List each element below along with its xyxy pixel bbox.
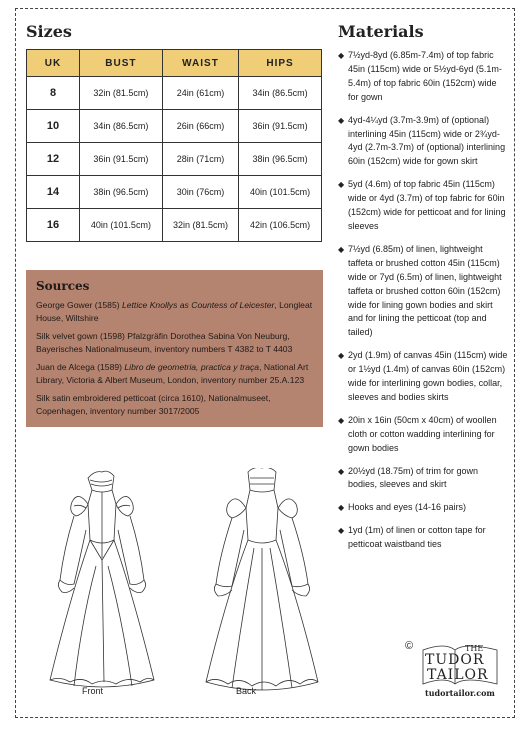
- cell-uk: 10: [27, 110, 80, 143]
- cell-hips: 38in (96.5cm): [239, 143, 322, 176]
- bullet-icon: ◆: [338, 351, 345, 361]
- gown-drawing: [30, 468, 326, 698]
- materials-list: [338, 49, 508, 552]
- materials-title: Materials: [338, 22, 424, 41]
- cell-hips: 36in (91.5cm): [239, 110, 322, 143]
- list-item: ◆ 20½yd (18.75m) of trim for gown bodies, sleeves and skirt: [338, 465, 479, 490]
- cell-hips: 42in (106.5cm): [239, 209, 322, 242]
- bullet-icon: ◆: [338, 466, 345, 476]
- gown-illustration: [30, 468, 326, 698]
- header-bust: BUST: [80, 50, 163, 77]
- logo-tailor: TAILOR: [427, 667, 489, 683]
- cell-uk: 8: [27, 77, 80, 110]
- cell-uk: 14: [27, 176, 80, 209]
- cell-waist: 28in (71cm): [162, 143, 238, 176]
- bullet-icon: ◆: [338, 115, 345, 125]
- front-caption: Front: [82, 686, 104, 696]
- back-caption: Back: [236, 686, 257, 696]
- cell-hips: 34in (86.5cm): [239, 77, 322, 110]
- list-item: ◆ 5yd (4.6m) of top fabric 45in (115cm) wide or 4yd (3.7m) of top fabric for 60in (152cm) wide for petticoat and for lining sleeves: [338, 179, 506, 231]
- cell-bust: 32in (81.5cm): [80, 77, 163, 110]
- table-row: [27, 209, 322, 242]
- cell-uk: 16: [27, 209, 80, 242]
- cell-hips: 40in (101.5cm): [239, 176, 322, 209]
- source-item: Juan de Alcega (1589) Libro de geometria, practica y traça, National Art Library, Victoria & Albert Museum, London, inventory number 25.A.123: [36, 362, 309, 385]
- header-waist: WAIST: [162, 50, 238, 77]
- table-row: [27, 176, 322, 209]
- gown-back-drawing: [206, 468, 318, 690]
- cell-bust: 36in (91.5cm): [80, 143, 163, 176]
- sources-box: [26, 270, 323, 427]
- cell-bust: 40in (101.5cm): [80, 209, 163, 242]
- sources-title: Sources: [36, 279, 90, 293]
- sizes-title: Sizes: [26, 22, 72, 41]
- table-row: [27, 77, 322, 110]
- list-item: ◆ 1yd (1m) of linen or cotton tape for petticoat waistband ties: [338, 525, 486, 550]
- cell-waist: 26in (66cm): [162, 110, 238, 143]
- list-item: ◆ 4yd-4¼yd (3.7m-3.9m) of (optional) interlining 45in (115cm) wide or 2¾yd-4yd (2.7m-3.7m) of (optional) interlining 60in (152cm) wide for gown skirt: [338, 114, 506, 167]
- tudor-tailor-logo: [405, 632, 505, 698]
- table-row: [27, 143, 322, 176]
- list-item: ◆ Hooks and eyes (14-16 pairs): [338, 501, 508, 515]
- gown-front-drawing: [50, 471, 154, 687]
- logo-tudor: TUDOR: [425, 652, 485, 668]
- bullet-icon: ◆: [338, 51, 345, 60]
- cell-waist: 24in (61cm): [162, 77, 238, 110]
- cell-waist: 30in (76cm): [162, 176, 238, 209]
- cell-bust: 34in (86.5cm): [80, 110, 163, 143]
- bullet-icon: ◆: [338, 526, 345, 536]
- list-item: ◆ 20in x 16in (50cm x 40cm) of woollen cloth or cotton wadding interlining for gown bodies: [338, 414, 497, 453]
- list-item: ◆ 7½yd (6.85m) of linen, lightweight taffeta or brushed cotton 45in (115cm) wide or 7yd (6.5m) of linen, lightweight taffeta or brushed cotton 60in (152cm) wide for lining gown bodies and skirt and for lining the petticoat (top and tailed): [338, 243, 502, 338]
- list-item: ◆ 2yd (1.9m) of canvas 45in (115cm) wide or 1½yd (1.4m) of canvas 60in (152cm) wide for interlining gown bodies, collar, sleeves and bodies skirts: [338, 350, 508, 402]
- bullet-icon: ◆: [338, 503, 345, 513]
- table-row: [27, 110, 322, 143]
- logo-the: THE: [465, 644, 484, 653]
- bullet-icon: ◆: [338, 244, 345, 254]
- header-uk: UK: [27, 50, 80, 77]
- cell-uk: 12: [27, 143, 80, 176]
- cell-waist: 32in (81.5cm): [162, 209, 238, 242]
- header-hips: HIPS: [239, 50, 322, 77]
- right-column: [338, 22, 508, 561]
- bullet-icon: ◆: [338, 415, 345, 425]
- source-item: Silk velvet gown (1598) Pfalzgräfin Dorothea Sabina Von Neuburg, Bayerisches Nationalmuseum, inventory numbers T 4382 to T 4403: [36, 331, 293, 354]
- copyright-symbol: ©: [405, 640, 414, 652]
- list-item: ◆ 7½yd-8yd (6.85m-7.4m) of top fabric 45in (115cm) wide or 5½yd-6yd (5.1m-5.4m) of top fabric 60in (152cm) wide for gown: [338, 50, 502, 102]
- bullet-icon: ◆: [338, 180, 345, 190]
- size-table-header: [27, 50, 322, 77]
- source-item: George Gower (1585) Lettice Knollys as Countess of Leicester, Longleat House, Wiltshire: [36, 300, 313, 323]
- left-column: [26, 22, 324, 427]
- website-url: tudortailor.com: [425, 688, 495, 698]
- source-item: Silk satin embroidered petticoat (circa 1610), Nationalmuseet, Copenhagen, inventory number 3017/2005: [36, 393, 271, 416]
- size-table: [26, 49, 322, 242]
- cell-bust: 38in (96.5cm): [80, 176, 163, 209]
